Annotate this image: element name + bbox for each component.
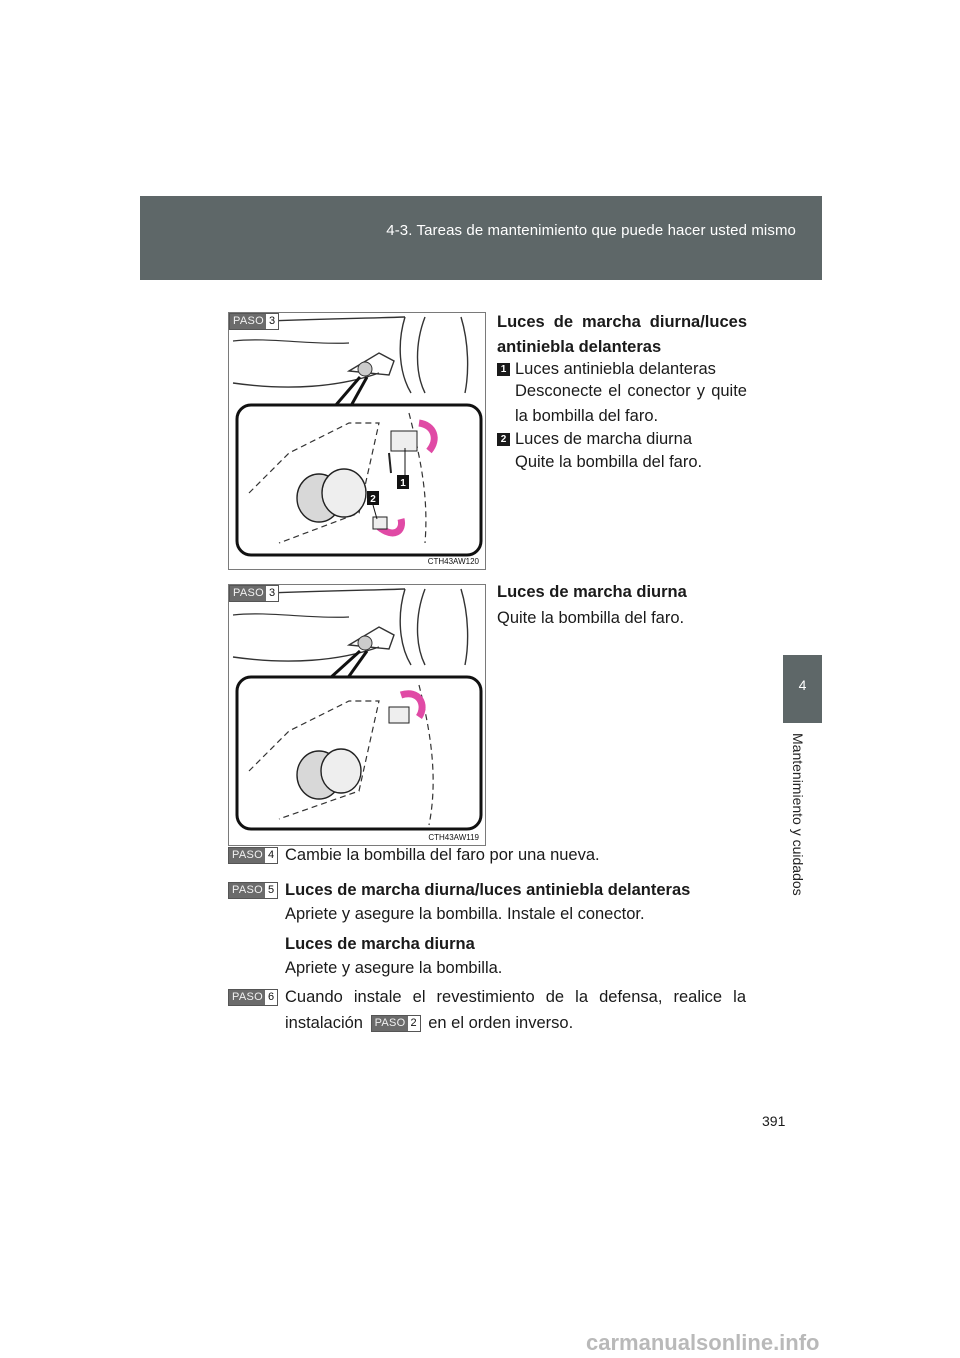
header-title: 4-3. Tareas de mantenimiento que puede hacer usted mismo [386, 222, 796, 239]
step-5 [228, 881, 691, 977]
page-number: 391 [762, 1113, 786, 1129]
item-2-desc: Quite la bombilla del faro. [515, 453, 703, 471]
figure-step-badge: PASO 3 [229, 585, 279, 602]
section1-item-2 [497, 427, 747, 452]
step-5-text: Apriete y asegure la bombilla. Instale el conector. [285, 905, 645, 923]
watermark: carmanualsonline.info [586, 1330, 820, 1355]
step-6-text-line2: instalación PASO 2 en el orden inverso. [285, 1014, 574, 1032]
callout-2: 2 [370, 494, 376, 505]
number-2-icon: 2 [497, 433, 510, 446]
step-5-text-2: Apriete y asegure la bombilla. [285, 959, 503, 977]
step-5-badge: PASO 5 [228, 882, 278, 899]
item-1-desc: Desconecte el conector y quite la bombilla del faro. [515, 382, 747, 425]
step-6-badge: PASO 6 [228, 989, 278, 1006]
step-4-badge: PASO 4 [228, 847, 278, 864]
section-header [140, 196, 822, 280]
item-1-label: Luces antiniebla delanteras [515, 360, 716, 378]
chapter-tab [783, 655, 822, 723]
figure-code: CTH43AW120 [427, 557, 479, 566]
step-5-title: Luces de marcha diurna/luces antiniebla delanteras [285, 881, 691, 899]
chapter-number: 4 [798, 677, 807, 693]
section1-title: Luces de marcha diurna/luces antiniebla delanteras [497, 313, 747, 356]
section2-desc: Quite la bombilla del faro. [497, 609, 685, 627]
drl-illustration [229, 585, 485, 845]
chapter-label: Mantenimiento y cuidados [790, 733, 806, 896]
step-4 [228, 846, 600, 865]
step-5-title-2: Luces de marcha diurna [285, 935, 475, 953]
step-6-text: Cuando instale el revestimiento de la defensa, realice la [285, 988, 746, 1006]
figure-fog-light-removal [228, 312, 486, 570]
figure-step-badge: PASO 3 [229, 313, 279, 330]
item-2-label: Luces de marcha diurna [515, 430, 693, 448]
figure-code: CTH43AW119 [428, 833, 479, 842]
step-2-ref-badge: PASO 2 [371, 1015, 421, 1032]
step-4-text: Cambie la bombilla del faro por una nueva. [285, 846, 600, 864]
section2-title: Luces de marcha diurna [497, 583, 687, 601]
figure-drl-removal [228, 584, 486, 846]
step-6 [228, 988, 746, 1032]
number-1-icon: 1 [497, 363, 510, 376]
fog-light-illustration [229, 313, 485, 569]
callout-1: 1 [400, 478, 406, 489]
